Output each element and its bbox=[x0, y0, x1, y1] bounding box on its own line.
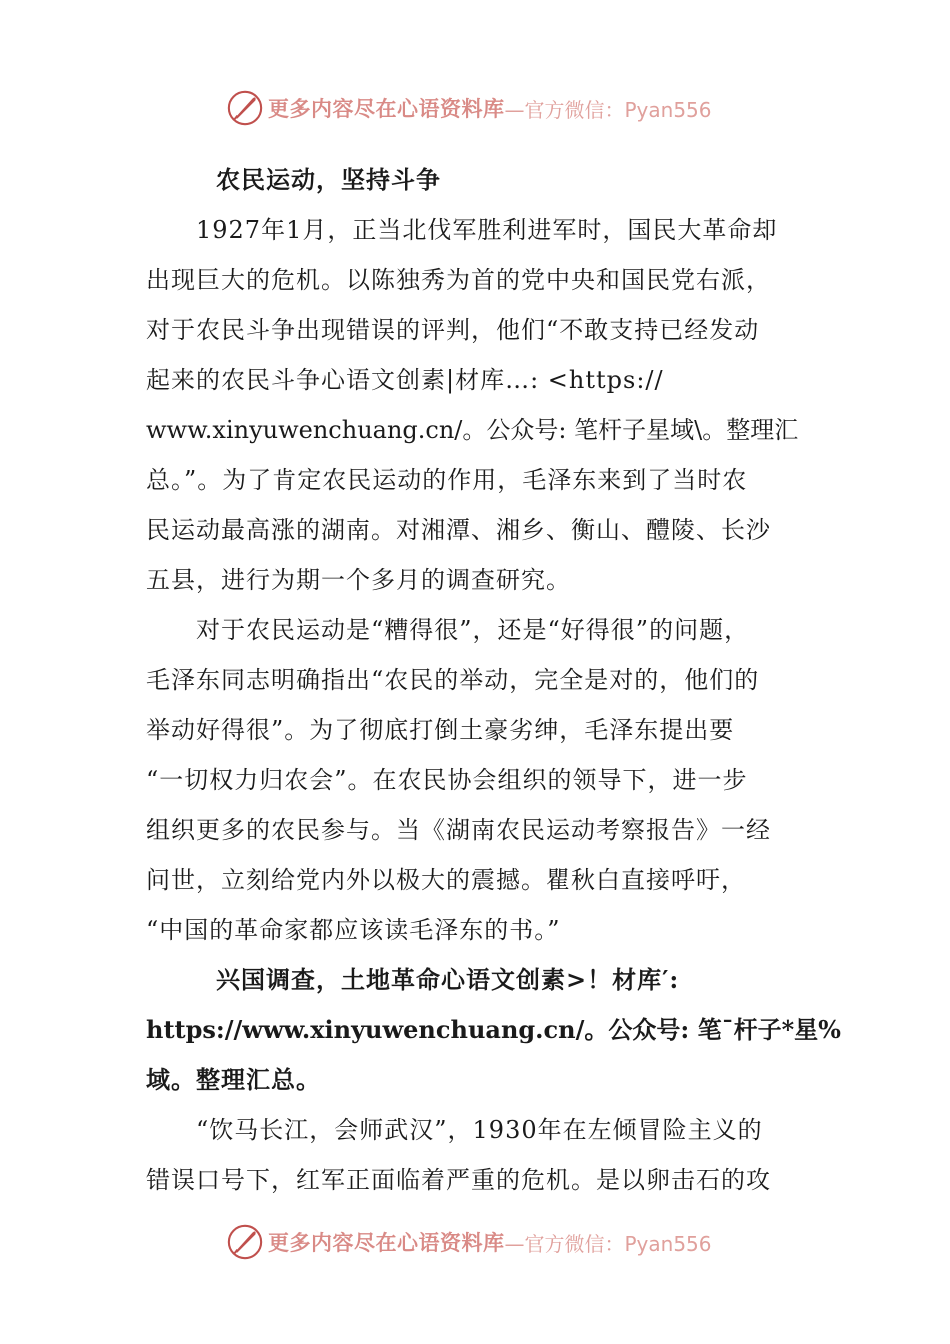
paragraph-line: 五县，进行为期一个多月的调查研究。 bbox=[146, 566, 571, 594]
quill-logo-icon bbox=[226, 89, 264, 127]
section-heading: https://www.xinyuwenchuang.cn/。公众号: 笔¯杆子*星% bbox=[146, 1015, 841, 1044]
paragraph-line: 对于农民运动是“糟得很”，还是“好得很”的问题， bbox=[196, 616, 750, 644]
paragraph-line: 总。”。为了肯定农民运动的作用，毛泽东来到了当时农 bbox=[146, 466, 748, 494]
paragraph-line: 民运动最高涨的湖南。对湘潭、湘乡、衡山、醴陵、长沙 bbox=[146, 516, 771, 544]
paragraph-line: 组织更多的农民参与。当《湖南农民运动考察报告》一经 bbox=[146, 816, 771, 844]
document-body bbox=[146, 155, 841, 1205]
section-heading: 域。整理汇总。 bbox=[146, 1065, 321, 1094]
quill-logo-icon bbox=[226, 1223, 264, 1261]
paragraph-line: 1927年1月，正当北伐军胜利进军时，国民大革命却 bbox=[196, 216, 778, 244]
paragraph-line: “一切权力归农会”。在农民协会组织的领导下，进一步 bbox=[146, 766, 748, 794]
paragraph-line: www.xinyuwenchuang.cn/。公众号: 笔杆子星域\。整理汇 bbox=[146, 416, 799, 444]
paragraph-line: 对于农民斗争出现错误的评判，他们“不敢支持已经发动 bbox=[146, 316, 760, 344]
banner-brand: 更多内容尽在心语资料库 bbox=[268, 96, 505, 121]
section-heading: 兴国调查，土地革命心语文创素>！材库′: bbox=[216, 965, 680, 994]
paragraph-line: 起来的农民斗争心语文创素|材库…: <https:// bbox=[146, 366, 664, 394]
paragraph-line: 毛泽东同志明确指出“农民的举动，完全是对的，他们的 bbox=[146, 666, 760, 694]
paragraph-line: “饮马长江，会师武汉”，1930年在左倾冒险主义的 bbox=[196, 1116, 763, 1144]
banner-brand: 更多内容尽在心语资料库 bbox=[268, 1230, 505, 1255]
header-banner bbox=[226, 88, 712, 128]
paragraph-line: “中国的革命家都应该读毛泽东的书。” bbox=[146, 916, 561, 944]
paragraph-line: 问世，立刻给党内外以极大的震撼。瞿秋白直接呼吁， bbox=[146, 866, 746, 894]
paragraph-line: 举动好得很”。为了彻底打倒土豪劣绅，毛泽东提出要 bbox=[146, 716, 735, 744]
paragraph-line: 出现巨大的危机。以陈独秀为首的党中央和国民党右派， bbox=[146, 266, 771, 294]
section-heading: 农民运动，坚持斗争 bbox=[216, 165, 441, 194]
footer-banner bbox=[226, 1222, 712, 1262]
paragraph-line: 错误口号下，红军正面临着严重的危机。是以卵击石的攻 bbox=[146, 1166, 771, 1194]
banner-wechat: —官方微信：Pyan556 bbox=[504, 97, 712, 122]
banner-wechat: —官方微信：Pyan556 bbox=[504, 1231, 712, 1256]
